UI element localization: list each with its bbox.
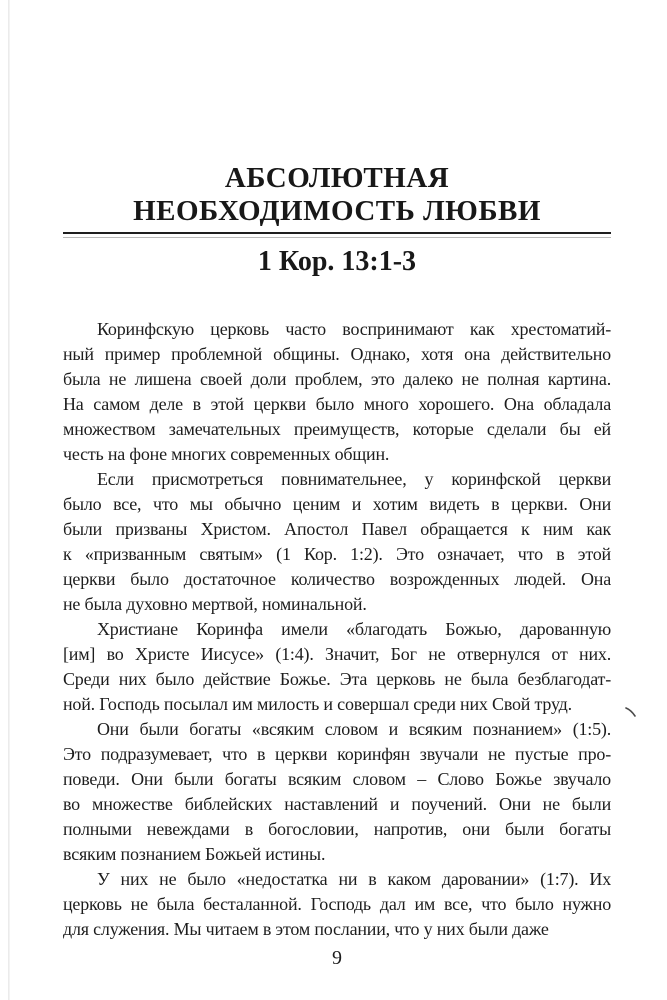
scan-edge-line — [8, 0, 10, 1000]
text-line: Это подразумевает, что в церкви коринфян звучали не пустые про- — [63, 744, 611, 764]
text-line: У них не было «недостатка ни в каком даровании» (1:7). Их — [97, 869, 611, 889]
text-line: для служения. Мы читаем в этом послании, что у них были даже — [63, 919, 549, 939]
stray-mark-stroke — [623, 705, 641, 723]
chapter-title-line-1: АБСОЛЮТНАЯ — [224, 162, 450, 194]
scan-stray-mark — [623, 705, 641, 723]
text-line: Среди них было действие Божье. Эта церковь не была безблагодат- — [63, 669, 611, 689]
text-line: поведи. Они были богаты всяким словом – Слово Божье звучало — [63, 769, 611, 789]
text-line: Коринфскую церковь часто воспринимают как хрестоматий- — [97, 319, 611, 339]
text-line: полными невеждами в богословии, напротив, они были богаты — [63, 819, 611, 839]
text-line: Христиане Коринфа имели «благодать Божью, дарованную — [97, 619, 611, 639]
paragraph — [63, 317, 611, 467]
text-line: было все, что мы обычно ценим и хотим видеть в церкви. Они — [63, 494, 611, 514]
text-line: множеством замечательных преимуществ, которые сделали бы ей — [63, 419, 611, 439]
chapter-title-line-2: НЕОБХОДИМОСТЬ ЛЮБВИ — [133, 195, 541, 227]
paragraph — [63, 467, 611, 617]
text-line: были призваны Христом. Апостол Павел обращается к ним как — [63, 519, 611, 539]
page-number: 9 — [332, 947, 342, 969]
text-line: [им] во Христе Иисусе» (1:4). Значит, Бог не отвернулся от них. — [63, 644, 611, 664]
text-line: ный пример проблемной общины. Однако, хотя она действительно — [63, 344, 611, 364]
text-line: Если присмотреться повнимательнее, у коринфской церкви — [97, 469, 611, 489]
text-line: честь на фоне многих современных общин. — [63, 444, 390, 464]
text-line: ной. Господь посылал им милость и совершал среди них Свой труд. — [63, 694, 572, 714]
paragraph — [63, 867, 611, 942]
paragraph — [63, 617, 611, 717]
text-line: не была духовно мертвой, номинальной. — [63, 594, 367, 614]
text-line: была не лишена своей доли проблем, это далеко не полная картина. — [63, 369, 611, 389]
chapter-header — [63, 162, 611, 278]
text-line: церковь не была бесталанной. Господь дал им все, что было нужно — [63, 894, 611, 914]
text-line: к «призванным святым» (1 Кор. 1:2). Это означает, что в этой — [63, 544, 611, 564]
paragraph — [63, 717, 611, 867]
text-line: Они были богаты «всяким словом и всяким познанием» (1:5). — [97, 719, 611, 739]
text-line: всяким познанием Божьей истины. — [63, 844, 326, 864]
text-line: во множестве библейских наставлений и поучений. Они не были — [63, 794, 611, 814]
text-line: церкви было достаточное количество возрожденных людей. Она — [63, 569, 611, 589]
title-divider-echo — [63, 237, 611, 238]
body-text — [63, 317, 611, 942]
title-divider-rule — [63, 232, 611, 234]
text-line: На самом деле в этой церкви было много хорошего. Она обладала — [63, 394, 611, 414]
chapter-title — [63, 162, 611, 228]
scripture-reference: 1 Кор. 13:1-3 — [257, 246, 417, 277]
